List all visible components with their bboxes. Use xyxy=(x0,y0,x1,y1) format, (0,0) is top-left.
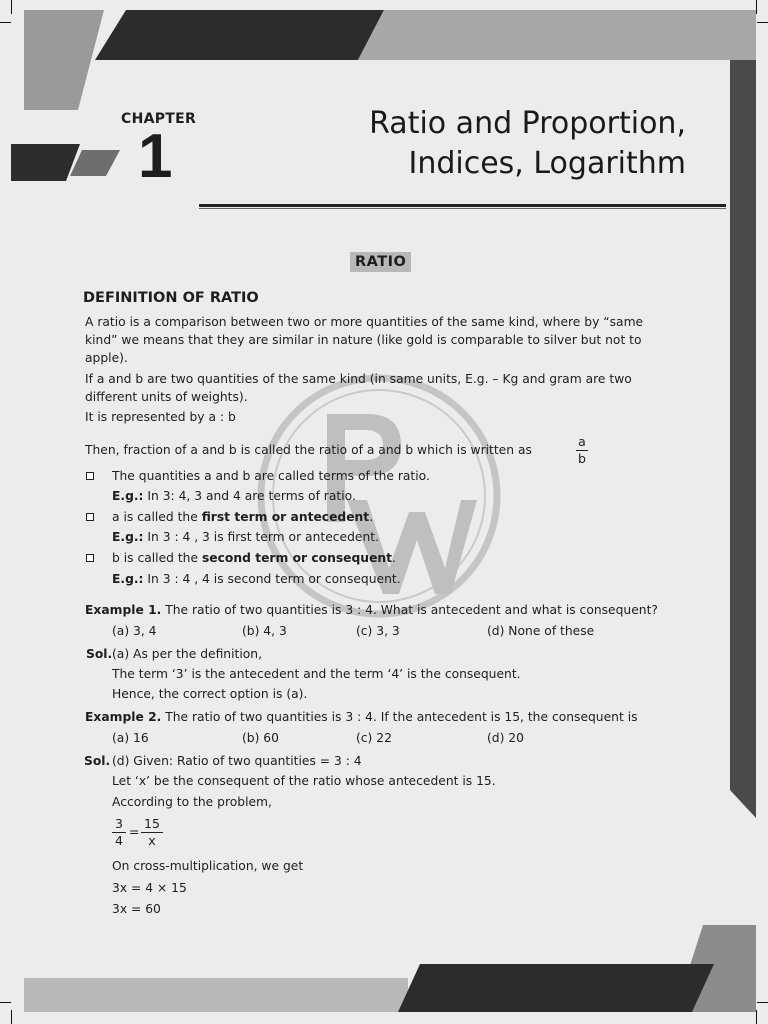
option: (d) None of these xyxy=(487,624,595,638)
paragraph-line: If a and b are two quantities of the same kind (in same units, E.g. – Kg and gram are two xyxy=(85,372,632,386)
option: (b) 4, 3 xyxy=(242,624,287,638)
fraction-denominator: x xyxy=(148,833,156,848)
option: (c) 3, 3 xyxy=(356,624,400,638)
chapter-left-block xyxy=(11,144,80,181)
checkbox-bullet-icon xyxy=(86,554,94,562)
checkbox-bullet-icon xyxy=(86,513,94,521)
option: (b) 60 xyxy=(242,731,279,745)
top-dark-band xyxy=(95,10,384,60)
bullet-text: b is called the second term or consequent. xyxy=(112,551,396,565)
solution-line: On cross-multiplication, we get xyxy=(112,859,304,873)
option: (d) 20 xyxy=(487,731,524,745)
top-light-band xyxy=(358,10,756,60)
title-rule xyxy=(199,208,726,209)
paragraph-line: Then, fraction of a and b is called the ratio of a and b which is written as xyxy=(85,443,532,457)
bottom-dark-band xyxy=(398,964,714,1012)
fraction-denominator: 4 xyxy=(115,833,123,848)
title-rule xyxy=(199,204,726,207)
option: (a) 3, 4 xyxy=(112,624,157,638)
bullet-text: a is called the first term or antecedent. xyxy=(112,510,374,524)
equals-sign: = xyxy=(129,825,140,839)
option: (c) 22 xyxy=(356,731,392,745)
solution-line: (d) Given: Ratio of two quantities = 3 : 4 xyxy=(112,754,362,768)
solution-line: The term ‘3’ is the antecedent and the term ‘4’ is the consequent. xyxy=(112,667,521,681)
bullet-example: E.g.: In 3 : 4 , 4 is second term or consequent. xyxy=(112,572,401,586)
bullet-example: E.g.: In 3 : 4 , 3 is first term or antecedent. xyxy=(112,530,379,544)
fraction-denominator: b xyxy=(578,451,586,466)
example-1-question: Example 1. The ratio of two quantities is 3 : 4. What is antecedent and what is consequent? xyxy=(85,603,658,617)
solution-line: Hence, the correct option is (a). xyxy=(112,687,308,701)
chapter-title-line: Indices, Logarithm xyxy=(408,146,686,181)
chapter-title xyxy=(369,104,686,184)
solution-line: 3x = 4 × 15 xyxy=(112,881,187,895)
right-edge-bar xyxy=(730,60,756,788)
chapter-left-block-small xyxy=(70,150,120,176)
ratio-fraction xyxy=(576,435,588,466)
bullet-text: The quantities a and b are called terms of the ratio. xyxy=(112,469,430,483)
section-heading: RATIO xyxy=(350,252,411,272)
solution-line: (a) As per the definition, xyxy=(112,647,262,661)
solution-line: Let ‘x’ be the consequent of the ratio whose antecedent is 15. xyxy=(112,774,496,788)
example-2-question: Example 2. The ratio of two quantities is 3 : 4. If the antecedent is 15, the consequent is xyxy=(85,710,638,724)
fraction-numerator: 3 xyxy=(115,816,123,831)
equation-right-fraction xyxy=(141,817,163,848)
fraction-numerator: 15 xyxy=(144,816,160,831)
paragraph-line: kind” we means that they are similar in nature (like gold is comparable to silver but not to xyxy=(85,333,642,347)
solution-label: Sol. xyxy=(86,647,113,661)
chapter-label: CHAPTER xyxy=(121,111,197,127)
option: (a) 16 xyxy=(112,731,149,745)
bottom-light-band xyxy=(24,978,408,1012)
right-edge-bar-tip xyxy=(730,788,756,818)
equation-left-fraction xyxy=(112,817,126,848)
paragraph-line: A ratio is a comparison between two or more quantities of the same kind, where by “same xyxy=(85,315,644,329)
bullet-example: E.g.: In 3: 4, 3 and 4 are terms of ratio. xyxy=(112,489,356,503)
solution-label: Sol. xyxy=(84,754,111,768)
top-left-stripe xyxy=(24,10,104,110)
chapter-number: 1 xyxy=(138,122,173,191)
chapter-title-line: Ratio and Proportion, xyxy=(369,106,686,141)
paragraph-line: apple). xyxy=(85,351,128,365)
checkbox-bullet-icon xyxy=(86,472,94,480)
definition-heading: DEFINITION OF RATIO xyxy=(83,290,259,306)
fraction-numerator: a xyxy=(578,434,586,449)
solution-line: 3x = 60 xyxy=(112,902,161,916)
solution-line: According to the problem, xyxy=(112,795,272,809)
paragraph-line: different units of weights). xyxy=(85,390,248,404)
paragraph-line: It is represented by a : b xyxy=(85,410,236,424)
